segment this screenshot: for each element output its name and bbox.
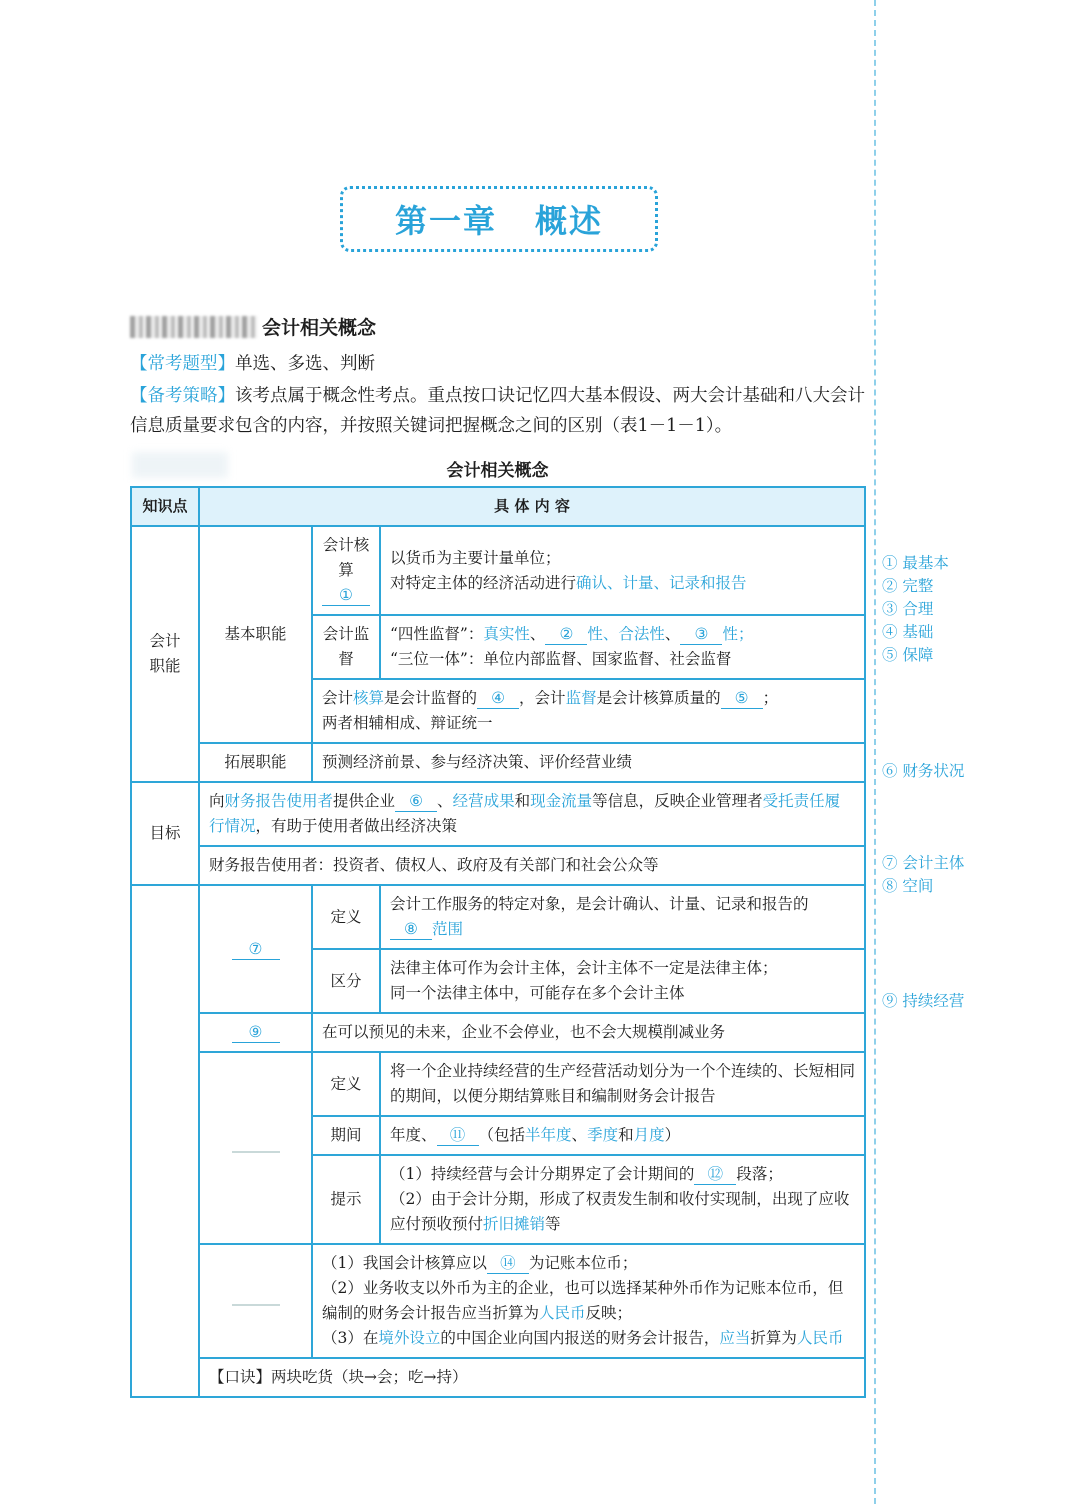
ent-a: 会计工作服务的特定对象，是会计确认、计量、记录和报告的 (390, 895, 809, 913)
table-row (131, 526, 865, 615)
rel-f: 监督 (565, 689, 597, 707)
sup-f: 合法性 (618, 625, 665, 643)
label-basic-function: 基本职能 (199, 526, 312, 743)
calc-content (380, 526, 865, 615)
ent-c: 范围 (432, 920, 464, 938)
note-7: ⑦ 会计主体 (882, 854, 965, 872)
label-entity (199, 885, 312, 1013)
goal-a: 向 (209, 792, 225, 810)
table-header-row (131, 487, 865, 526)
blank-4: ④ (477, 688, 519, 709)
calc-line-1: 以货币为主要计量单位； (390, 548, 561, 567)
blank-3: ③ (680, 624, 722, 645)
blurred-blank-13 (232, 1304, 280, 1306)
label-tip: 提示 (312, 1155, 380, 1244)
goal-g: 和 (514, 792, 531, 810)
calc-label-text: 会计核算 (322, 536, 370, 579)
currency-content (312, 1244, 865, 1358)
margin-dashed-line (874, 0, 876, 1504)
per-d: 半年度 (525, 1126, 572, 1144)
sup-a: “四性监督”： (390, 625, 484, 643)
table-row (131, 846, 865, 885)
cur-3b: 境外设立 (378, 1329, 441, 1347)
cur-2a: （2）业务收支以外币为主的企业，也可以选择某种外币作为记账本位币，但编制的财务会计报告应当折算为 (322, 1279, 844, 1322)
blank-12: ⑫ (694, 1164, 736, 1185)
period-def-content: 将一个企业持续经营的生产经营活动划分为一个个连续的、长短相同的期间，以便分期结算账目和编制财务会计报告 (380, 1052, 865, 1116)
goal-k: ，有助于使用者做出经济决策 (255, 817, 458, 835)
table-row (131, 1244, 865, 1358)
blank-6: ⑥ (395, 791, 437, 812)
header-knowledge-point: 知识点 (131, 487, 199, 526)
tip-2c: 等 (545, 1215, 561, 1233)
label-entity-diff: 区分 (312, 949, 380, 1013)
note-9: ⑨ 持续经营 (882, 992, 965, 1010)
goal-b: 财务报告使用者 (224, 792, 334, 810)
strategy-paragraph (130, 381, 870, 441)
header-content: 具 体 内 容 (199, 487, 865, 526)
blurred-label (130, 316, 258, 338)
label-entity-def: 定义 (312, 885, 380, 949)
per-g: 和 (618, 1126, 634, 1144)
note-4: ④ 基础 (882, 623, 934, 641)
blank-5: ⑤ (721, 688, 763, 709)
question-type-tag: 【常考题型】 (130, 354, 235, 374)
table-row (131, 782, 865, 846)
relation-content (312, 679, 865, 743)
blank-1: ① (322, 585, 370, 606)
cur-1c: 为记账本位币； (528, 1254, 638, 1272)
cur-3c: 的中国企业向国内报送的财务会计报告， (440, 1329, 720, 1347)
entity-diff-content (380, 949, 865, 1013)
chapter-number: 第一章 (394, 202, 497, 240)
sup-i: 性； (722, 625, 754, 643)
sup-line-2: “三位一体”：单位内部监督、国家监督、社会监督 (390, 650, 732, 668)
tip-2b: 折旧摊销 (483, 1215, 546, 1233)
per-h: 月度 (633, 1126, 665, 1144)
table-row (131, 1052, 865, 1116)
tip-2a: （2）由于会计分期，形成了权责发生制和收付实现制，出现了应收应付预收预付 (390, 1190, 850, 1233)
goal-j: 受托责任履行情况 (209, 792, 841, 835)
label-goal: 目标 (131, 782, 199, 885)
blank-9: ⑨ (232, 1022, 280, 1043)
entity-def-content (380, 885, 865, 949)
diff-1: 法律主体可作为会计主体，会计主体不一定是法律主体； (390, 959, 778, 977)
goal-f: 经营成果 (452, 792, 515, 810)
label-accounting-function: 会计职能 (131, 526, 199, 782)
strategy-text: 该考点属于概念性考点。重点按口诀记忆四大基本假设、两大会计基础和八大会计信息质量要求包含的内容，并按照关键词把握概念之间的区别（表1－1－1）。 (130, 386, 865, 436)
answer-notes-1 (882, 552, 949, 667)
mnemonic: 【口诀】两块吃货（块→会；吃→持） (199, 1358, 865, 1397)
rel-e: ，会计 (519, 689, 566, 707)
label-currency-blank (199, 1244, 312, 1358)
label-periods-blank (199, 1052, 312, 1244)
note-3: ③ 合理 (882, 600, 934, 618)
label-accounting-supervision: 会计监督 (312, 615, 380, 679)
sup-e: 性、 (587, 625, 619, 643)
calc-line-2a: 对特定主体的经济活动进行 (390, 573, 577, 592)
table-title: 会计相关概念 (446, 461, 549, 481)
sup-b: 真实性 (483, 625, 530, 643)
blank-11: ⑪ (437, 1125, 479, 1146)
supervision-content (380, 615, 865, 679)
goal-h: 现金流量 (530, 792, 593, 810)
goal-c: 提供企业 (333, 792, 396, 810)
answer-notes-4 (882, 990, 964, 1013)
table-row (131, 1358, 865, 1397)
blank-2: ② (545, 624, 587, 645)
label-accounting-calc (312, 526, 380, 615)
label-period-def: 定义 (312, 1052, 380, 1116)
strategy-tag: 【备考策略】 (130, 386, 235, 406)
question-type-text: 单选、多选、判断 (235, 354, 375, 374)
rel-line-2: 两者相辅相成、辩证统一 (322, 714, 493, 732)
tip-1a: （1）持续经营与会计分期界定了会计期间的 (390, 1165, 695, 1183)
note-8: ⑧ 空间 (882, 877, 934, 895)
section-title: 会计相关概念 (262, 317, 377, 339)
chapter-title-box (340, 186, 658, 252)
sup-c: 、 (529, 625, 546, 643)
going-concern-content: 在可以预见的未来，企业不会停业，也不会大规模削减业务 (312, 1013, 865, 1052)
blurred-blank-10 (232, 1151, 280, 1153)
goal-content (199, 782, 865, 846)
rel-i: ； (762, 689, 779, 707)
rel-b: 核算 (353, 689, 385, 707)
cur-2b: 人民币 (539, 1304, 586, 1322)
note-2: ② 完整 (882, 577, 934, 595)
rel-g: 是会计核算质量的 (596, 689, 721, 707)
cur-3d: 应当 (719, 1329, 751, 1347)
table-row (131, 885, 865, 949)
per-f: 季度 (587, 1126, 619, 1144)
per-a: 年度、 (390, 1126, 437, 1144)
blank-7: ⑦ (232, 939, 280, 960)
chapter-name: 概述 (535, 202, 604, 240)
cur-3f: 人民币 (796, 1329, 844, 1347)
goal-e: 、 (437, 792, 453, 810)
tip-1c: 段落； (736, 1165, 783, 1183)
tip-content (380, 1155, 865, 1244)
table-row (131, 743, 865, 782)
label-period: 期间 (312, 1116, 380, 1155)
blank-14: ⑭ (487, 1253, 529, 1274)
cur-2c: 反映； (585, 1304, 633, 1322)
note-5: ⑤ 保障 (882, 646, 934, 664)
cur-3e: 折算为 (750, 1329, 797, 1347)
question-type-line (130, 349, 870, 379)
period-content (380, 1116, 865, 1155)
goal-i: 等信息，反映企业管理者 (592, 792, 763, 810)
label-assumptions-blank (131, 885, 199, 1397)
label-going-concern (199, 1013, 312, 1052)
cur-3a: （3）在 (322, 1329, 379, 1347)
extended-content: 预测经济前景、参与经济决策、评价经营业绩 (312, 743, 865, 782)
goal-users: 财务报告使用者：投资者、债权人、政府及有关部门和社会公众等 (199, 846, 865, 885)
table-row (131, 1013, 865, 1052)
diff-2: 同一个法律主体中，可能存在多个会计主体 (390, 984, 685, 1002)
blank-8: ⑧ (390, 919, 432, 940)
sup-g: 、 (664, 625, 681, 643)
concept-table (130, 486, 866, 1398)
rel-c: 是会计监督的 (384, 689, 478, 707)
per-e: 、 (571, 1126, 588, 1144)
note-6: ⑥ 财务状况 (882, 762, 965, 780)
per-c: （包括 (478, 1126, 526, 1144)
cur-1a: （1）我国会计核算应以 (322, 1254, 487, 1272)
per-i: ） (664, 1126, 681, 1144)
calc-line-2b: 确认、计量、记录和报告 (576, 573, 747, 592)
note-1: ① 最基本 (882, 554, 949, 572)
rel-a: 会计 (322, 689, 354, 707)
answer-notes-3 (882, 852, 964, 898)
section-heading (130, 313, 376, 340)
answer-notes-2 (882, 760, 964, 783)
label-extended-function: 拓展职能 (199, 743, 312, 782)
